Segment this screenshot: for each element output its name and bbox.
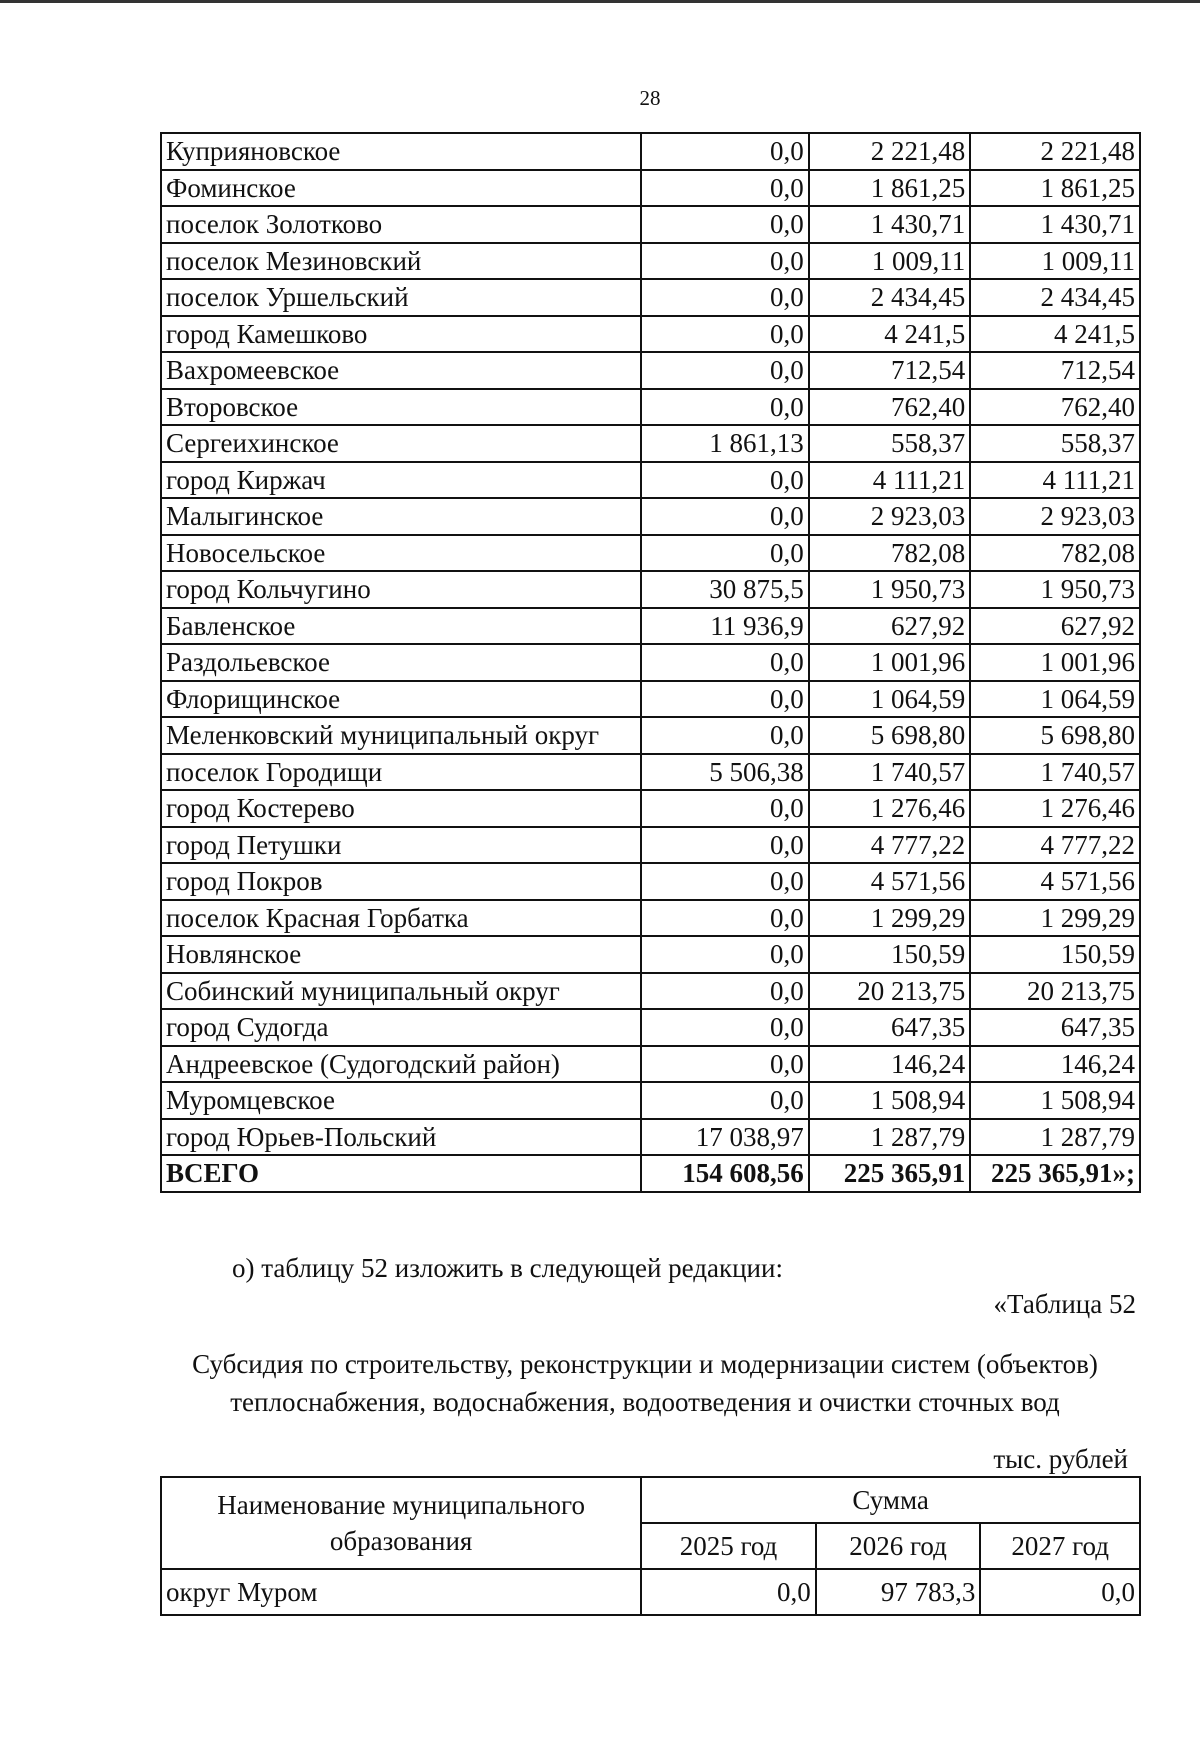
total-row: [161, 1155, 1140, 1192]
table-row: [161, 462, 1140, 499]
subsidy-table: [160, 1476, 1141, 1616]
amount-col-3: 1 276,46: [970, 790, 1140, 827]
amount-col-3: 1 740,57: [970, 754, 1140, 791]
table-row: [161, 316, 1140, 353]
amount-col-3: 4 111,21: [970, 462, 1140, 499]
amount-col-1: 0,0: [641, 352, 808, 389]
amount-col-2: 4 571,56: [809, 863, 970, 900]
municipality-name: поселок Уршельский: [161, 279, 641, 316]
table-row: [161, 535, 1140, 572]
subsidy-title-line-2: теплоснабжения, водоснабжения, водоотведения и очистки сточных вод: [230, 1387, 1060, 1417]
table-row: [161, 936, 1140, 973]
municipality-name: город Костерево: [161, 790, 641, 827]
page-top-border: [0, 0, 1200, 3]
municipality-name: Собинский муниципальный округ: [161, 973, 641, 1010]
amount-col-1: 0,0: [641, 1009, 808, 1046]
table-row: [161, 863, 1140, 900]
amount-col-1: 17 038,97: [641, 1119, 808, 1156]
municipality-name: округ Муром: [161, 1569, 641, 1615]
amount-col-2: 1 430,71: [809, 206, 970, 243]
amount-col-3: 762,40: [970, 389, 1140, 426]
municipality-name: Новлянское: [161, 936, 641, 973]
amount-col-3: 4 777,22: [970, 827, 1140, 864]
table-row: [161, 206, 1140, 243]
table-row: [161, 973, 1140, 1010]
table-row: [161, 389, 1140, 426]
amount-col-3: 1 508,94: [970, 1082, 1140, 1119]
amount-col-1: 0,0: [641, 389, 808, 426]
table-row: [161, 1046, 1140, 1083]
table-row: [161, 754, 1140, 791]
amount-col-2: 1 508,94: [809, 1082, 970, 1119]
municipality-name: Раздольевское: [161, 644, 641, 681]
table-row: [161, 1082, 1140, 1119]
amount-col-1: 0,0: [641, 827, 808, 864]
amount-col-1: 0,0: [641, 1082, 808, 1119]
page-number: 28: [639, 86, 661, 110]
amount-col-2: 5 698,80: [809, 717, 970, 754]
table-row: [161, 571, 1140, 608]
header-municipality-line-2: образования: [329, 1526, 473, 1556]
amount-col-1: 0,0: [641, 973, 808, 1010]
allocation-table: [160, 132, 1141, 1193]
header-municipality: [161, 1477, 641, 1569]
amount-col-1: 0,0: [641, 316, 808, 353]
amount-col-2: 2 221,48: [809, 133, 970, 170]
municipality-name: Новосельское: [161, 535, 641, 572]
amount-col-2: 1 950,73: [809, 571, 970, 608]
subsidy-header-row-1: [161, 1477, 1140, 1523]
amount-col-2: 1 740,57: [809, 754, 970, 791]
table-row: [161, 644, 1140, 681]
amount-col-1: 0,0: [641, 900, 808, 937]
amount-col-2: 1 064,59: [809, 681, 970, 718]
amount-col-1: 0,0: [641, 1046, 808, 1083]
municipality-name: город Покров: [161, 863, 641, 900]
amount-col-3: 2 923,03: [970, 498, 1140, 535]
amount-col-2: 4 111,21: [809, 462, 970, 499]
table-row: [161, 900, 1140, 937]
municipality-name: Бавленское: [161, 608, 641, 645]
table-row: [161, 1569, 1140, 1615]
amount-col-2: 1 299,29: [809, 900, 970, 937]
table-row: [161, 279, 1140, 316]
municipality-name: Малыгинское: [161, 498, 641, 535]
total-amount-col-1: 154 608,56: [641, 1155, 808, 1192]
municipality-name: город Киржач: [161, 462, 641, 499]
municipality-name: город Судогда: [161, 1009, 641, 1046]
units-label: тыс. рублей: [993, 1444, 1128, 1474]
municipality-name: город Камешково: [161, 316, 641, 353]
municipality-name: Второвское: [161, 389, 641, 426]
amount-col-1: 1 861,13: [641, 425, 808, 462]
amount-col-2: 1 009,11: [809, 243, 970, 280]
amount-col-3: 647,35: [970, 1009, 1140, 1046]
amount-col-2: 762,40: [809, 389, 970, 426]
amount-col-1: 0,0: [641, 863, 808, 900]
allocation-table-body: [161, 133, 1140, 1192]
amount-col-1: 30 875,5: [641, 571, 808, 608]
amount-col-2: 558,37: [809, 425, 970, 462]
amount-col-3: 146,24: [970, 1046, 1140, 1083]
table-row: [161, 352, 1140, 389]
table-row: [161, 1009, 1140, 1046]
subsidy-title: [150, 1345, 1140, 1421]
amount-col-2: 1 001,96: [809, 644, 970, 681]
table-row: [161, 827, 1140, 864]
amount-col-3: 627,92: [970, 608, 1140, 645]
amount-col-1: 0,0: [641, 717, 808, 754]
amount-col-1: 0,0: [641, 133, 808, 170]
municipality-name: поселок Золотково: [161, 206, 641, 243]
table-row: [161, 243, 1140, 280]
total-label: ВСЕГО: [161, 1155, 641, 1192]
amount-col-3: 0,0: [980, 1569, 1140, 1615]
amount-col-3: 20 213,75: [970, 973, 1140, 1010]
total-amount-col-2: 225 365,91: [809, 1155, 970, 1192]
table-row: [161, 1119, 1140, 1156]
amount-col-3: 4 241,5: [970, 316, 1140, 353]
amount-col-1: 0,0: [641, 1569, 816, 1615]
amount-col-3: 558,37: [970, 425, 1140, 462]
instruction-text: о) таблицу 52 изложить в следующей редакции:: [232, 1253, 783, 1283]
amount-col-1: 0,0: [641, 535, 808, 572]
municipality-name: поселок Красная Горбатка: [161, 900, 641, 937]
amount-col-2: 1 276,46: [809, 790, 970, 827]
amount-col-2: 1 287,79: [809, 1119, 970, 1156]
amount-col-1: 0,0: [641, 206, 808, 243]
amount-col-1: 0,0: [641, 936, 808, 973]
municipality-name: город Петушки: [161, 827, 641, 864]
subsidy-title-line-1: Субсидия по строительству, реконструкции и модернизации систем (объектов): [192, 1349, 1098, 1379]
municipality-name: Сергеихинское: [161, 425, 641, 462]
amount-col-3: 1 001,96: [970, 644, 1140, 681]
amount-col-3: 1 287,79: [970, 1119, 1140, 1156]
municipality-name: Флорищинское: [161, 681, 641, 718]
amount-col-1: 11 936,9: [641, 608, 808, 645]
amount-col-3: 4 571,56: [970, 863, 1140, 900]
header-sum: Сумма: [641, 1477, 1140, 1523]
table-row: [161, 717, 1140, 754]
amount-col-3: 1 861,25: [970, 170, 1140, 207]
header-municipality-line-1: Наименование муниципального: [217, 1490, 585, 1520]
amount-col-2: 782,08: [809, 535, 970, 572]
municipality-name: Андреевское (Судогодский район): [161, 1046, 641, 1083]
table-reference: «Таблица 52: [993, 1289, 1136, 1319]
amount-col-1: 0,0: [641, 681, 808, 718]
table-row: [161, 425, 1140, 462]
amount-col-1: 0,0: [641, 644, 808, 681]
municipality-name: Фоминское: [161, 170, 641, 207]
amount-col-2: 150,59: [809, 936, 970, 973]
amount-col-3: 2 221,48: [970, 133, 1140, 170]
amount-col-2: 2 434,45: [809, 279, 970, 316]
table-row: [161, 133, 1140, 170]
amount-col-3: 1 950,73: [970, 571, 1140, 608]
amount-col-1: 0,0: [641, 462, 808, 499]
amount-col-1: 0,0: [641, 498, 808, 535]
municipality-name: Муромцевское: [161, 1082, 641, 1119]
amount-col-3: 782,08: [970, 535, 1140, 572]
amount-col-1: 0,0: [641, 790, 808, 827]
amount-col-2: 1 861,25: [809, 170, 970, 207]
municipality-name: поселок Мезиновский: [161, 243, 641, 280]
amount-col-3: 1 430,71: [970, 206, 1140, 243]
municipality-name: город Кольчугино: [161, 571, 641, 608]
amount-col-2: 146,24: [809, 1046, 970, 1083]
amount-col-2: 4 241,5: [809, 316, 970, 353]
amount-col-2: 2 923,03: [809, 498, 970, 535]
municipality-name: город Юрьев-Польский: [161, 1119, 641, 1156]
amount-col-2: 627,92: [809, 608, 970, 645]
amount-col-2: 4 777,22: [809, 827, 970, 864]
amount-col-3: 712,54: [970, 352, 1140, 389]
amount-col-3: 5 698,80: [970, 717, 1140, 754]
amount-col-3: 1 299,29: [970, 900, 1140, 937]
amount-col-2: 20 213,75: [809, 973, 970, 1010]
total-amount-col-3: 225 365,91»;: [970, 1155, 1140, 1192]
amount-col-1: 5 506,38: [641, 754, 808, 791]
table-row: [161, 170, 1140, 207]
municipality-name: Вахромеевское: [161, 352, 641, 389]
table-row: [161, 790, 1140, 827]
subsidy-table-body: [161, 1477, 1140, 1615]
amount-col-2: 97 783,3: [816, 1569, 981, 1615]
header-year-2026: 2026 год: [816, 1523, 981, 1569]
header-year-2027: 2027 год: [980, 1523, 1140, 1569]
municipality-name: Куприяновское: [161, 133, 641, 170]
municipality-name: поселок Городищи: [161, 754, 641, 791]
municipality-name: Меленковский муниципальный округ: [161, 717, 641, 754]
amount-col-3: 150,59: [970, 936, 1140, 973]
header-year-2025: 2025 год: [641, 1523, 816, 1569]
amount-col-1: 0,0: [641, 170, 808, 207]
table-row: [161, 681, 1140, 718]
amount-col-1: 0,0: [641, 279, 808, 316]
amount-col-3: 1 009,11: [970, 243, 1140, 280]
amount-col-2: 647,35: [809, 1009, 970, 1046]
table-row: [161, 608, 1140, 645]
amount-col-2: 712,54: [809, 352, 970, 389]
amount-col-3: 2 434,45: [970, 279, 1140, 316]
amount-col-1: 0,0: [641, 243, 808, 280]
amount-col-3: 1 064,59: [970, 681, 1140, 718]
table-row: [161, 498, 1140, 535]
